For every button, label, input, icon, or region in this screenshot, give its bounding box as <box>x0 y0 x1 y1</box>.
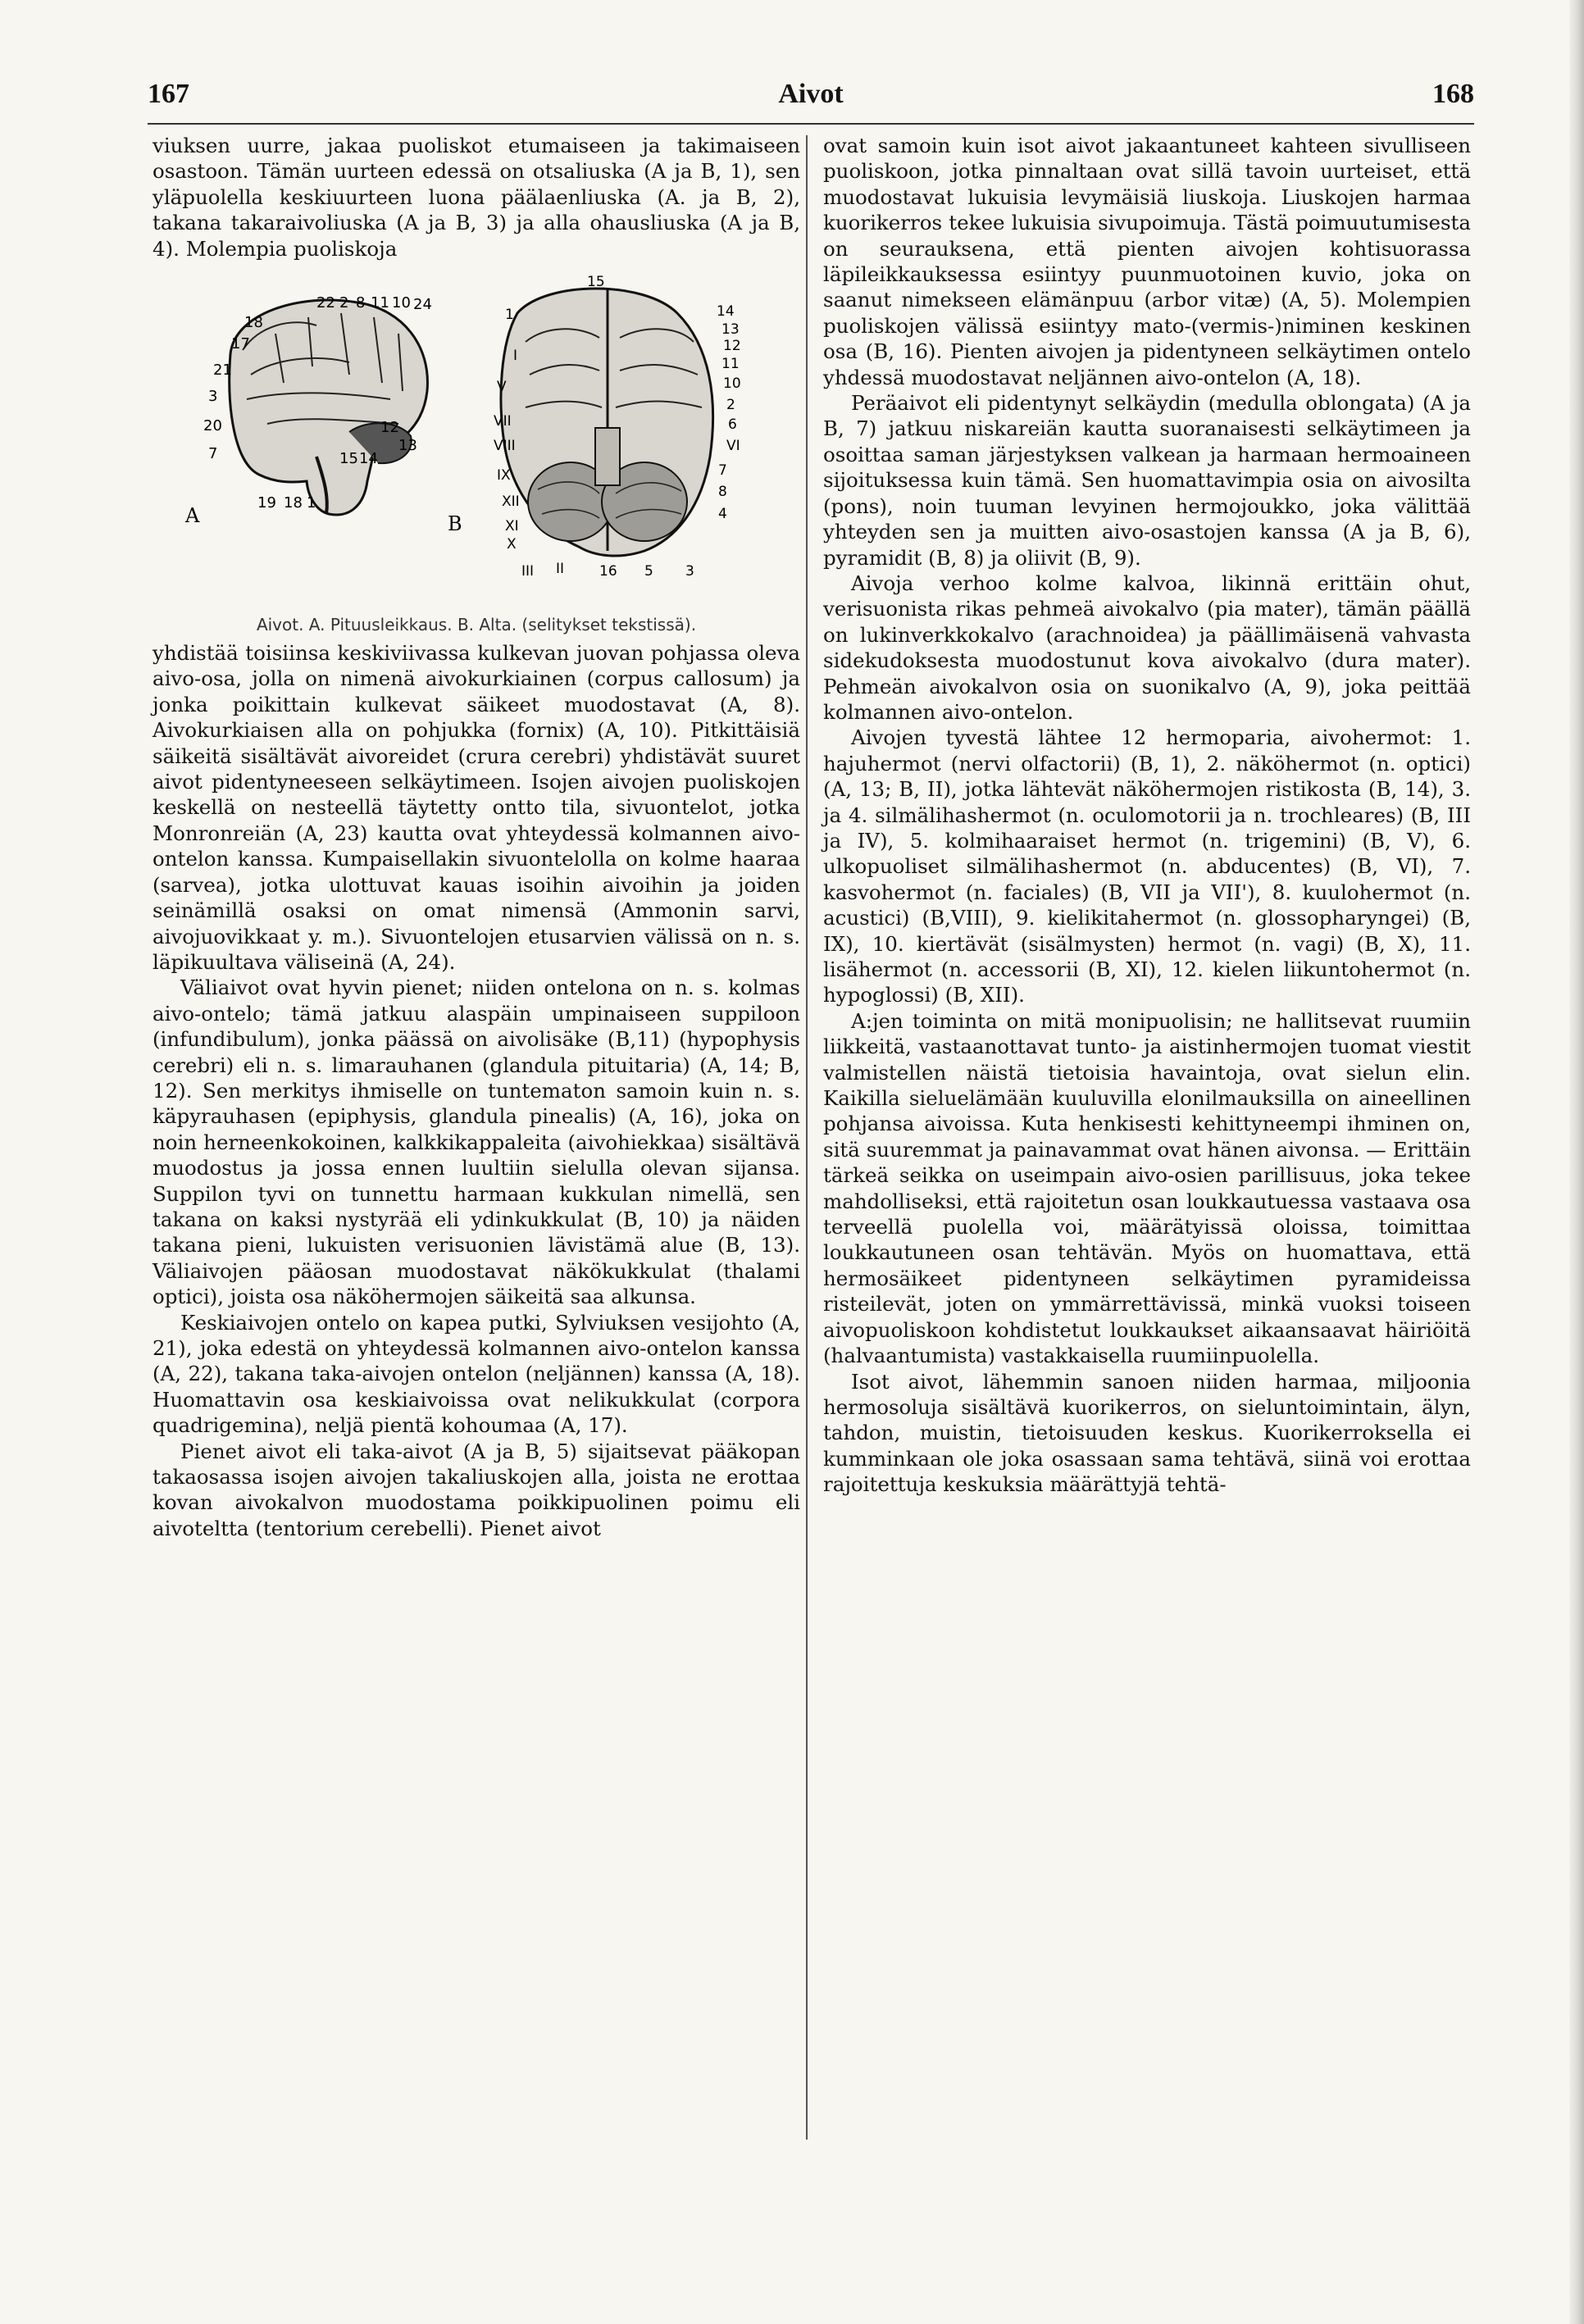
figure-number-label: 19 <box>257 494 276 512</box>
paragraph: viuksen uurre, jakaa puoliskot etumaiseen ja takimaiseen osastoon. Tämän uurteen edessä on otsaliuska (A ja B, 1), sen yläpuolella keskiuurteen luona päälaenliuska (A. ja B, 2), takana takaraivoliuska (A ja B, 3) ja alla ohausliuska (A ja B, 4). Molempia puoliskoja <box>152 134 800 261</box>
figure-number-label: 13 <box>398 437 417 455</box>
figure-number-label: VIII <box>494 438 516 455</box>
figure-number-label: 1 <box>307 494 316 512</box>
column-divider <box>806 135 808 2140</box>
paragraph: A:jen toiminta on mitä monipuolisin; ne hallitsevat ruumiin liikkeitä, vastaanottavat tunto- ja aistinhermojen tuomat viestit valmistellen näistä tietoisia havaintoja, ovat sielun elin. Kaikilla sieluelämään kuuluvilla elonilmauksilla on aineellinen pohjansa aivoissa. Kuta henkisesti kehittyneempi ihminen on, sitä suuremmat ja painavammat ovat hänen aivonsa. — Erittäin tärkeä seikka on useimpain aivo-osien parillisuus, joka tekee mahdolliseksi, että rajoitetun osan loukkautuessa vastaava osa terveellä puolella voi, määrätyissä oloissa, toimittaa loukkautuneen osan tehtävän. Myös on huomattava, että hermosäikeet pidentyneen selkäytimen pyramideissa risteilevät, joten on ymmärrettävissä, minkä vuoksi toiseen aivopuoliskoon kohdistetut loukkaukset aikaansaavat häiriöitä (halvaantumista) vastakkaisella ruumiinpuolella. <box>823 1008 1471 1368</box>
figure-number-label: 7 <box>208 445 218 463</box>
figure-number-label: 13 <box>721 321 740 339</box>
page-title: Aivot <box>778 79 844 109</box>
figure-number-label: 8 <box>356 294 366 312</box>
figure-number-label: XI <box>505 518 519 535</box>
figure-number-label: X <box>507 536 517 553</box>
figure-number-label: VI <box>726 438 740 455</box>
running-header <box>148 79 1474 120</box>
paragraph: Väliaivot ovat hyvin pienet; niiden ontelona on n. s. kolmas aivo-ontelo; tämä jatkuu alaspäin umpinaiseen suppiloon (infundibulum), jonka päässä on aivolisäke (B,11) (hypophysis cerebri) eli n. s. limarauhanen (glandula pituitaria) (A, 14; B, 12). Sen merkitys ihmiselle on tuntematon samoin kuin n. s. käpyrauhasen (epiphysis, glandula pinealis) (A, 16), joka on noin herneenkokoinen, kalkkikappaleita (aivohiekkaa) sisältävä muodostus ja jossa ennen luultiin sielulla olevan sijansa. Suppilon tyvi on tunnettu harmaan kukkulan nimellä, sen takana on kaksi nystyrää eli ydinkukkulat (B, 10) ja näiden takana pieni, lukuisten verisuonien lävistämä alue (B, 13). Väliaivojen pääosan muodostavat näkökukkulat (thalami optici), joista osa näköhermojen säikeitä saa alkunsa. <box>152 976 800 1309</box>
figure-number-label: 15 <box>587 274 605 291</box>
paragraph: Keskiaivojen ontelo on kapea putki, Sylviuksen vesijohto (A, 21), joka edestä on yhteydessä kolmannen aivo-ontelon kanssa (A, 22), takana taka-aivojen ontelon (neljännen) kanssa (A, 18). Huomattavin osa keskiaivoissa ovat nelikukkulat (corpora quadrigemina), neljä pientä kohoumaa (A, 17). <box>152 1310 800 1438</box>
figure-number-label: XII <box>502 493 520 511</box>
figure-number-label: 11 <box>721 356 740 373</box>
figure-number-label: 3 <box>208 388 218 406</box>
figure-label-b: B <box>448 512 462 536</box>
figure-number-label: 22 <box>316 294 335 312</box>
brain-section-b <box>448 274 741 580</box>
left-column <box>152 133 800 1541</box>
header-rule <box>148 123 1474 125</box>
figure-number-label: 2 <box>726 397 735 414</box>
figure-number-label: 17 <box>231 335 250 353</box>
figure-number-label: I <box>513 348 518 365</box>
figure-number-label: 18 <box>284 494 303 512</box>
right-column <box>823 133 1471 1498</box>
brain-figure <box>152 268 800 612</box>
paragraph: Isot aivot, lähemmin sanoen niiden harmaa, miljoonia hermosoluja sisältävä kuorikerros, on sieluntoimintain, älyn, tahdon, muistin, tietoisuuden keskus. Kuorikerroksella ei kumminkaan ole joka osassaan sama tehtävä, siinä voi erottaa rajoitettuja keskuksia määrättyjä tehtä- <box>823 1369 1471 1497</box>
paragraph: Aivoja verhoo kolme kalvoa, likinnä erittäin ohut, verisuonista rikas pehmeä aivokalvo (pia mater), tämän päällä on lukinverkkokalvo (arachnoidea) ja päällimäisenä vahvasta sidekudoksesta muodostunut kova aivokalvo (dura mater). Pehmeän aivokalvon osia on suonikalvo (A, 9), joka peittää kolmannen aivo-ontelon. <box>823 571 1471 724</box>
paragraph: ovat samoin kuin isot aivot jakaantuneet kahteen sivulliseen puoliskoon, jotka pinnaltaan ovat sillä tavoin uurteiset, että muodostavat lukuisia levymäisiä liuskoja. Liuskojen harmaa kuorikerros tekee lukuisia sivupoimuja. Tästä poimuutumisesta on seurauksena, että pienten aivojen kohtisuorassa läpileikkauksessa esiintyy puunmuotoinen kuvio, joka on saanut nimekseen elämänpuu (arbor vitæ) (A, 5). Molempien puoliskojen välissä esiintyy mato-(vermis-)niminen keskinen osa (B, 16). Pienten aivojen ja pidentyneen selkäytimen ontelo yhdessä muodostavat neljännen aivo-ontelon (A, 18). <box>823 134 1471 389</box>
figure-number-label: 11 <box>371 294 389 312</box>
figure-number-label: 10 <box>392 294 411 312</box>
figure-number-label: V <box>497 379 507 396</box>
page-number-right: 168 <box>1432 79 1474 109</box>
figure-number-label: 16 <box>599 563 617 580</box>
figure-number-label: IX <box>497 467 511 484</box>
figure-number-label: 12 <box>723 338 741 355</box>
figure-number-label: 24 <box>413 296 432 314</box>
book-spine-edge <box>1569 0 1584 2324</box>
figure-number-label: 5 <box>644 563 653 580</box>
figure-number-label: 14 <box>717 303 735 321</box>
paragraph: Peräaivot eli pidentynyt selkäydin (medulla oblongata) (A ja B, 7) jatkuu niskareiän kautta suoranaisesti selkäytimeen ja osoittaa saman järjestyksen valkean ja harmaan hermoaineen sijoituksessa kuin tämä. Sen huomattavimpia osia on aivosilta (pons), noin tuuman levyinen hermojoukko, joka välittää yhteyden sen ja muitten aivo-osastojen kanssa (A ja B, 6), pyramidit (B, 8) ja oliivit (B, 9). <box>823 391 1471 570</box>
paragraph: yhdistää toisiinsa keskiviivassa kulkevan juovan pohjassa oleva aivo-osa, jolla on nimenä aivokurkiainen (corpus callosum) ja jonka poikittain kulkevat säikeet muodostavat (A, 8). Aivokurkiaisen alla on pohjukka (fornix) (A, 10). Pitkittäisiä säikeitä sisältävät aivoreidet (crura cerebri) yhdistävät suuret aivot pidentyneeseen selkäytimeen. Isojen aivojen puoliskojen keskellä on nesteellä täytetty ontto tila, sivuontelot, jotka Monronreiän (A, 23) kautta ovat yhteydessä kolmannen aivo-ontelon kanssa. Kumpaisellakin sivuontelolla on kolme haaraa (sarvea), jotka ulottuvat kauas isoihin aivoihin ja joiden seinämillä osaksi on omat nimensä (Ammonin sarvi, aivojuovikkaat y. m.). Sivuontelojen etusarvien välissä on n. s. läpikuultava väliseinä (A, 24). <box>152 641 800 974</box>
figure-number-label: 1 <box>505 307 514 324</box>
brain-section-a <box>184 294 432 527</box>
page-number-left: 167 <box>148 79 189 109</box>
figure-number-label: 6 <box>728 416 737 434</box>
figure-number-label: 4 <box>718 506 727 523</box>
figure-number-label: 14 <box>359 450 378 468</box>
paragraph: Aivojen tyvestä lähtee 12 hermoparia, aivohermot: 1. hajuhermot (nervi olfactorii) (B, 1), 2. näköhermot (n. optici) (A, 13; B, II), jotka lähtevät näköhermojen ristikosta (B, 14), 3. ja 4. silmälihashermot (n. oculomotorii ja n. trochleares) (B, III ja IV), 5. kolmihaaraiset hermot (n. trigemini) (B, V), 6. ulkopuoliset silmälihashermot (n. abducentes) (B, VI), 7. kasvohermot (n. faciales) (B, VII ja VII'), 8. kuulohermot (n. acustici) (B,VIII), 9. kielikitahermot (n. glossopharyngei) (B, IX), 10. kiertävät (sisälmysten) hermot (n. vagi) (B, X), 11. lisähermot (n. accessorii (B, XI), 12. kielen liikuntohermot (n. hypoglossi) (B, XII). <box>823 725 1471 1007</box>
figure-number-label: II <box>556 561 565 578</box>
brain-illustration <box>152 268 800 612</box>
figure-number-label: 18 <box>244 314 263 332</box>
figure-caption: Aivot. A. Pituusleikkaus. B. Alta. (selitykset tekstissä). <box>256 615 697 635</box>
paragraph: Pienet aivot eli taka-aivot (A ja B, 5) sijaitsevat pääkopan takaosassa isojen aivojen takaliuskojen alla, joista ne erottaa kovan aivokalvon muodostama poikkipuolinen poimu eli aivoteltta (tentorium cerebelli). Pienet aivot <box>152 1439 800 1540</box>
figure-number-label: 15 <box>339 450 358 468</box>
figure-number-label: 12 <box>380 419 399 437</box>
figure-label-a: A <box>185 504 200 528</box>
figure-number-label: III <box>521 563 535 580</box>
figure-number-label: 8 <box>718 484 727 501</box>
figure-number-label: 3 <box>685 563 694 580</box>
figure-number-label: VII <box>494 413 512 430</box>
figure-number-label: 10 <box>723 375 741 393</box>
figure-number-label: 7 <box>718 462 727 480</box>
figure-number-label: 20 <box>203 417 222 435</box>
figure-number-label: 2 <box>339 294 349 312</box>
figure-number-label: 21 <box>213 362 232 380</box>
